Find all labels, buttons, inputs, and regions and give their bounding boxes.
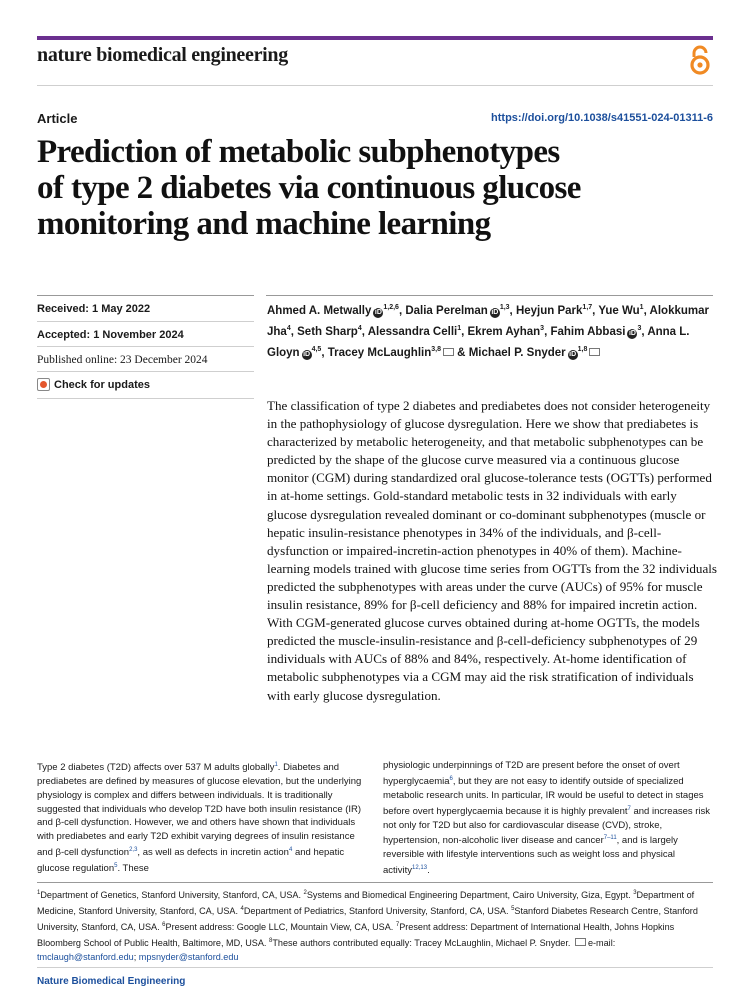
- dates-divider: [37, 321, 254, 322]
- author-name[interactable]: Ahmed A. Metwally: [267, 304, 372, 317]
- author-affiliation-sup: 3: [637, 325, 642, 333]
- body-column-right: [383, 759, 713, 878]
- author-affiliation-sup: 1,2,6: [383, 304, 399, 311]
- author-entry[interactable]: [468, 326, 545, 338]
- open-access-lock-icon: [688, 44, 712, 76]
- citation-sup[interactable]: 4: [288, 846, 293, 853]
- author-entry[interactable]: [297, 326, 362, 338]
- citation-sup[interactable]: 7–11: [603, 835, 617, 842]
- body-text: . Diabetes and prediabetes are defined by measures of glucose elevation, but the underlying physiology is complex and differs between individuals. It is traditionally suggested that individuals who develop T2D have both insulin resistance (IR) and β-cell dysfunction. However, we and others have shown that individuals with prediabetes and early T2D exhibit varying degrees of insulin resistance and β-cell dysfunction: [37, 762, 362, 859]
- author-entry[interactable]: [368, 326, 461, 338]
- author-name[interactable]: Anna L. Gloyn: [267, 326, 690, 360]
- author-name[interactable]: Alessandra Celli: [367, 326, 458, 339]
- title-line: monitoring and machine learning: [37, 206, 491, 242]
- affiliation-text: ;: [133, 951, 139, 962]
- email-link[interactable]: tmclaugh@stanford.edu: [37, 951, 134, 962]
- citation-sup[interactable]: 8: [269, 937, 273, 944]
- header-accent-rule: [37, 36, 713, 40]
- body-text: , as well as defects in incretin action: [137, 847, 289, 859]
- body-text: and increases risk not only for T2D but also for cardiovascular disease (CVD), stroke, hypertension, non-alcoholic liver disease and cancer: [383, 805, 711, 847]
- author-affiliation-sup: 4: [357, 325, 362, 333]
- orcid-icon[interactable]: iD: [569, 351, 577, 359]
- body-text: Type 2 diabetes (T2D) affects over 537 M adults globally: [37, 762, 275, 774]
- author-name[interactable]: Michael P. Snyder: [468, 347, 566, 360]
- footer-rule: [37, 967, 713, 968]
- email-icon[interactable]: [443, 348, 454, 356]
- check-for-updates-label: Check for updates: [54, 378, 150, 391]
- body-text: , and is largely reversible with lifestyle interventions such as weight loss and physical activity: [383, 835, 678, 877]
- header-divider: [37, 85, 713, 86]
- dates-divider: [37, 371, 254, 372]
- doi-link[interactable]: https://doi.org/10.1038/s41551-024-01311-6: [491, 112, 713, 124]
- body-text: and hepatic glucose regulation: [37, 847, 345, 875]
- affiliation-text: Systems and Biomedical Engineering Department, Cairo University, Giza, Egypt.: [306, 890, 634, 901]
- citation-sup[interactable]: 1: [274, 762, 278, 768]
- citation-sup[interactable]: 6: [162, 921, 166, 928]
- dates-divider: [37, 398, 254, 399]
- orcid-icon[interactable]: iD: [628, 330, 636, 338]
- author-affiliation-sup: 1,3: [499, 304, 510, 311]
- orcid-icon[interactable]: iD: [491, 308, 499, 316]
- affiliation-text: Department of Pediatrics, Stanford University, Stanford, CA, USA.: [243, 905, 512, 916]
- received-date: Received: 1 May 2022: [37, 303, 151, 315]
- affiliation-text: Present address: Department of International Health, Johns Hopkins Bloomberg School of Public Health, Baltimore, MD, USA.: [37, 921, 675, 948]
- footer-journal-name[interactable]: Nature Biomedical Engineering: [37, 976, 186, 987]
- orcid-icon[interactable]: iD: [374, 308, 382, 316]
- author-affiliation-sup: 1,7: [582, 304, 593, 311]
- author-entry[interactable]: [267, 305, 399, 317]
- footnotes-rule: [37, 882, 713, 883]
- citation-sup[interactable]: 7: [395, 921, 400, 928]
- crossmark-icon: [37, 378, 50, 391]
- author-name[interactable]: Tracey McLaughlin: [327, 347, 432, 360]
- affiliation-text: These authors contributed equally: Tracey McLaughlin, Michael P. Snyder.: [272, 937, 573, 948]
- citation-sup[interactable]: 5: [114, 862, 118, 869]
- author-entry[interactable]: [328, 347, 454, 359]
- author-list: Ahmed A. Metwally iD$^{1,2,6}$, Dalia Perelman iD$^{1,3}$, Heyjun Park$^{1,7}$, Yue Wu$^1$, Alokkumar Jha$^4$, Seth Sharp$^4$, Alessandra Celli$^1$, Ekrem Ayhan$^3$, Fahim Abbasi $iD^3$, Anna L. Gloyn iD$^{4,5}$, Tracey McLaughlin$^{3,8}$ & Michael P. Snyder iD$^{1,8}$: [267, 304, 709, 360]
- author-name[interactable]: Alokkumar Jha: [267, 304, 709, 339]
- author-affiliation-sup: 4,5: [311, 346, 322, 354]
- orcid-icon[interactable]: iD: [303, 351, 311, 359]
- abstract: The classification of type 2 diabetes and prediabetes does not consider heterogeneity in the pathophysiology of glucose dysregulation. Here we show that prediabetes is characterized by metabolic heterogeneity, and that metabolic subphenotypes can be predicted by the shape of the glucose curve measured via a continuous glucose monitor (CGM) during standardized oral glucose-tolerance tests (OGTTs) performed in at-home settings. Gold-standard metabolic tests in 32 individuals with early glucose dysregulation revealed dominant or co-dominant subphenotypes (muscle or hepatic insulin-resistance phenotypes in 34% of the individuals, and β-cell-dysfunction or impaired-incretin-action phenotypes in 40% of them). Machine-learning models trained with glucose time series from OGTTs from the 32 individuals predicted the subphenotypes with areas under the curve (AUCs) of 95% for muscle insulin resistance, 89% for β-cell deficiency and 88% for impaired incretin action. With CGM-generated glucose curves obtained during at-home OGTTs, the models predicted the muscle-insulin-resistance and β-cell-deficiency subphenotypes of 29 individuals with AUCs of 88% and 84%, respectively. At-home identification of metabolic subphenotypes via a CGM may aid the risk stratification of individuals with early glucose dysregulation.: [267, 398, 717, 703]
- author-entry[interactable]: [469, 347, 601, 359]
- body-text: , but they are not easy to identify outside of specialized metabolic research units. In particular, IR would be useful to detect in stages before overt hyperglycaemia because it is highly prevalent: [383, 775, 704, 817]
- author-entry[interactable]: [405, 305, 509, 317]
- title-line: of type 2 diabetes via continuous glucose: [37, 170, 581, 206]
- author-affiliation-sup: 3,8: [431, 346, 441, 354]
- author-affiliation-sup: 1,8: [577, 346, 588, 354]
- citation-sup[interactable]: 5: [511, 905, 515, 912]
- journal-name[interactable]: nature biomedical engineering: [37, 44, 288, 66]
- body-text: . These: [117, 863, 149, 875]
- citation-sup[interactable]: 6: [449, 775, 453, 782]
- citation-sup[interactable]: 4: [240, 905, 244, 912]
- body-column-left: [37, 759, 367, 876]
- affiliation-text: Stanford Diabetes Research Centre, Stanford University, Stanford, CA, USA.: [37, 905, 698, 932]
- citation-sup[interactable]: 2: [303, 890, 307, 896]
- author-name[interactable]: Dalia Perelman: [405, 304, 488, 317]
- author-name[interactable]: Heyjun Park: [515, 304, 583, 317]
- affiliation-text: Present address: Google LLC, Mountain View, CA, USA.: [165, 921, 396, 932]
- email-icon: [575, 938, 586, 946]
- affiliation-text: Department of Medicine, Stanford University, Stanford, CA, USA.: [37, 890, 695, 916]
- accepted-date: Accepted: 1 November 2024: [37, 329, 184, 341]
- affiliation-text: Department of Genetics, Stanford University, Stanford, CA, USA.: [40, 890, 304, 901]
- author-affiliation-sup: 1: [457, 325, 462, 333]
- body-text: physiologic underpinnings of T2D are present before the onset of overt hyperglycaemia: [383, 760, 680, 787]
- authors-top-rule: [266, 295, 713, 296]
- author-name[interactable]: Seth Sharp: [297, 326, 358, 339]
- citation-sup[interactable]: 3: [633, 890, 637, 896]
- citation-sup[interactable]: 1: [37, 890, 41, 896]
- email-label: e-mail:: [587, 937, 616, 948]
- published-date: Published online: 23 December 2024: [37, 354, 208, 366]
- body-text: .: [427, 865, 430, 877]
- author-entry[interactable]: [598, 305, 643, 317]
- affiliations-footnotes: [37, 887, 713, 965]
- title-line: Prediction of metabolic subphenotypes: [37, 134, 560, 170]
- email-icon[interactable]: [589, 348, 600, 356]
- citation-sup[interactable]: 12,13: [412, 865, 428, 872]
- author-affiliation-sup: 4: [286, 325, 291, 333]
- author-name[interactable]: Fahim Abbasi: [550, 326, 626, 339]
- author-name[interactable]: Yue Wu: [598, 304, 640, 317]
- dates-top-rule: [37, 295, 254, 296]
- author-entry[interactable]: [550, 326, 641, 338]
- check-for-updates-button[interactable]: [37, 378, 150, 391]
- author-affiliation-sup: 1: [639, 304, 644, 311]
- article-title: [37, 134, 717, 242]
- author-name[interactable]: Ekrem Ayhan: [467, 326, 541, 339]
- citation-sup[interactable]: 7: [627, 805, 631, 812]
- dates-divider: [37, 346, 254, 347]
- citation-sup[interactable]: 2,3: [129, 846, 138, 853]
- email-link[interactable]: mpsnyder@stanford.edu: [138, 951, 239, 962]
- author-affiliation-sup: 3: [540, 325, 545, 333]
- author-entry[interactable]: [516, 305, 592, 317]
- article-type: Article: [37, 111, 78, 126]
